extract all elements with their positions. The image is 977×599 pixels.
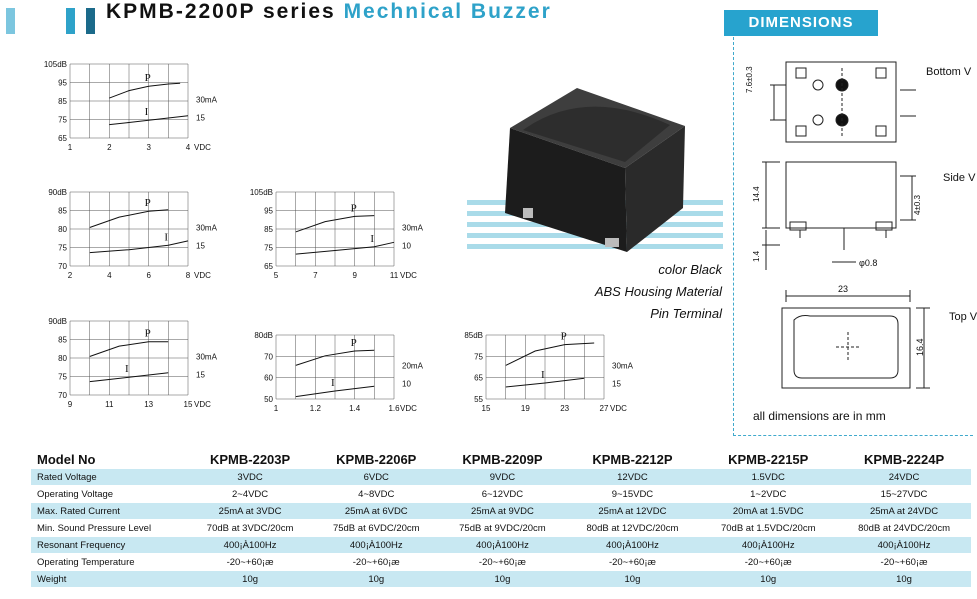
y-tick-label: 90dB (48, 317, 67, 326)
x-tick-label: 9 (352, 271, 357, 280)
y-tick-label: 55 (474, 395, 483, 404)
table-cell: -20~+60¡æ (439, 554, 565, 571)
title-main: KPMB-2200P series (106, 0, 344, 23)
chart-kpmb-2209p (236, 184, 436, 294)
table-cell: 2~4VDC (187, 486, 313, 503)
x-tick-label: 23 (560, 404, 570, 413)
side-view-label: Side V (943, 172, 976, 184)
y-tick-label: 80 (58, 225, 67, 234)
table-row (31, 486, 971, 503)
x-tick-label: 19 (520, 404, 530, 413)
material-housing: ABS Housing Material (594, 284, 722, 299)
series-label-p: P (144, 197, 151, 210)
header-model-no: Model No (37, 451, 96, 467)
right-axis-label: 10 (402, 241, 411, 251)
buzzer-product-image (465, 80, 725, 260)
x-tick-label: 5 (273, 271, 279, 280)
chart-kpmb-2206p (30, 184, 230, 294)
y-tick-label: 75 (58, 372, 67, 382)
y-tick-label: 95 (264, 206, 273, 216)
y-tick-label: 75 (474, 352, 483, 362)
series-label-i: I (125, 363, 129, 376)
x-tick-label: 1 (67, 143, 73, 152)
y-tick-label: 85 (264, 225, 273, 234)
x-unit-label: VDC (194, 271, 211, 280)
x-tick-label: 15 (183, 400, 193, 409)
table-cell: 10g (699, 571, 837, 588)
table-cell: -20~+60¡æ (566, 554, 700, 571)
dimensions-note: all dimensions are in mm (753, 409, 886, 423)
right-axis-label: 20mA (402, 361, 423, 371)
table-cell: -20~+60¡æ (187, 554, 313, 571)
material-color: color Black (658, 262, 722, 277)
table-cell: 25mA at 12VDC (566, 503, 700, 520)
table-cell: 4~8VDC (313, 486, 439, 503)
title-decoration-bar-1 (6, 8, 15, 34)
series-label-i: I (144, 106, 149, 119)
y-tick-label: 60 (264, 373, 273, 383)
page-title (106, 0, 552, 24)
table-cell: 25mA at 24VDC (837, 503, 971, 520)
dim-0-8: φ0.8 (859, 258, 878, 268)
dim-4-0: 4±0.3 (913, 195, 922, 215)
x-tick-label: 7 (313, 271, 318, 280)
table-row (31, 469, 971, 486)
y-tick-label: 85 (58, 97, 67, 106)
table-cell: 25mA at 6VDC (313, 503, 439, 520)
table-cell: -20~+60¡æ (837, 554, 971, 571)
buzzer-body (505, 88, 685, 252)
y-tick-label: 90dB (48, 188, 67, 197)
bottom-view-drawing (770, 62, 916, 142)
row-label: Rated Voltage (31, 469, 187, 486)
y-tick-label: 65 (264, 262, 273, 271)
x-tick-label: 9 (67, 400, 73, 409)
table-cell: 70dB at 3VDC/20cm (187, 520, 313, 537)
y-tick-label: 70 (58, 262, 67, 271)
table-cell: 25mA at 9VDC (439, 503, 565, 520)
table-cell: 10g (187, 571, 313, 588)
x-tick-label: 13 (144, 400, 154, 409)
table-cell: 10g (439, 571, 565, 588)
x-tick-label: 27 (599, 404, 609, 413)
x-unit-label: VDC (610, 404, 627, 413)
x-tick-label: 1.4 (349, 404, 361, 413)
y-tick-label: 105dB (43, 60, 67, 69)
table-row (31, 571, 971, 588)
dim-16-4: 16.4 (915, 338, 925, 356)
table-cell: -20~+60¡æ (699, 554, 837, 571)
x-tick-label: 1.6 (388, 404, 400, 413)
dim-1-4: 1.4 (752, 250, 761, 262)
series-line-i (296, 242, 394, 254)
right-axis-label: 30mA (196, 352, 217, 362)
table-cell: 6VDC (313, 469, 439, 486)
y-tick-label: 105dB (249, 188, 273, 197)
table-cell: 9VDC (439, 469, 565, 486)
table-cell: 3VDC (187, 469, 313, 486)
x-tick-label: 2 (107, 143, 112, 152)
title-decoration-bar-3 (86, 8, 95, 34)
right-axis-label: 15 (612, 379, 621, 389)
table-row (31, 537, 971, 554)
x-tick-label: 11 (105, 400, 114, 409)
x-tick-label: 4 (107, 271, 112, 280)
title-decoration-bar-2 (66, 8, 75, 34)
row-label: Operating Voltage (31, 486, 187, 503)
bottom-view-label: Bottom V (926, 66, 972, 78)
x-tick-label: 1 (273, 404, 279, 413)
table-cell: 10g (566, 571, 700, 588)
series-label-p: P (560, 330, 567, 343)
row-label: Min. Sound Pressure Level (31, 520, 187, 537)
series-label-i: I (370, 232, 375, 245)
table-cell: 12VDC (566, 469, 700, 486)
x-tick-label: 2 (67, 271, 73, 280)
chart-kpmb-2215p (236, 327, 436, 427)
table-cell: 24VDC (837, 469, 971, 486)
x-tick-label: 11 (389, 271, 399, 280)
right-axis-label: 15 (196, 113, 205, 123)
series-label-p: P (350, 202, 357, 215)
dimension-drawings (740, 50, 972, 400)
y-tick-label: 50 (264, 395, 273, 404)
x-tick-label: 3 (146, 143, 151, 152)
row-label: Operating Temperature (31, 554, 187, 571)
table-cell: 25mA at 3VDC (187, 503, 313, 520)
table-cell: -20~+60¡æ (313, 554, 439, 571)
header-kpmb-2206p: KPMB-2206P (336, 451, 417, 467)
chart-kpmb-2212p (30, 313, 230, 423)
row-label: Max. Rated Current (31, 503, 187, 520)
x-unit-label: VDC (400, 271, 417, 280)
table-row (31, 554, 971, 571)
right-axis-label: 30mA (402, 223, 423, 233)
x-tick-label: 6 (146, 271, 151, 280)
side-view-drawing (762, 162, 916, 270)
table-cell: 75dB at 6VDC/20cm (313, 520, 439, 537)
x-tick-label: 15 (481, 404, 491, 413)
dimensions-badge: DIMENSIONS (724, 10, 878, 36)
header-kpmb-2209p: KPMB-2209P (462, 451, 543, 467)
chart-kpmb-2203p (30, 56, 230, 166)
y-tick-label: 75 (58, 115, 67, 125)
y-tick-label: 95 (58, 78, 67, 88)
table-cell: 10g (313, 571, 439, 588)
table-row (31, 520, 971, 537)
table-cell: 400¡À100Hz (187, 537, 313, 554)
table-cell: 400¡À100Hz (699, 537, 837, 554)
series-label-p: P (350, 337, 357, 349)
dim-7-6: 7.6±0.3 (745, 66, 754, 93)
table-cell: 9~15VDC (566, 486, 700, 503)
table-cell: 20mA at 1.5VDC (699, 503, 837, 520)
header-kpmb-2212p: KPMB-2212P (592, 451, 673, 467)
table-cell: 70dB at 1.5VDC/20cm (699, 520, 837, 537)
right-axis-label: 10 (402, 379, 411, 389)
y-tick-label: 70 (264, 352, 273, 362)
right-axis-label: 30mA (612, 361, 633, 371)
y-tick-label: 70 (58, 391, 67, 400)
right-axis-label: 15 (196, 241, 205, 251)
x-unit-label: VDC (194, 400, 211, 409)
dim-23: 23 (838, 284, 849, 294)
x-tick-label: 8 (185, 271, 191, 280)
x-unit-label: VDC (400, 404, 417, 413)
x-tick-label: 1.2 (309, 404, 321, 413)
table-cell: 1~2VDC (699, 486, 837, 503)
y-tick-label: 85 (58, 206, 67, 216)
series-label-i: I (331, 377, 335, 389)
right-axis-label: 30mA (196, 95, 217, 105)
table-cell: 400¡À100Hz (566, 537, 700, 554)
header-kpmb-2203p: KPMB-2203P (209, 451, 291, 467)
y-tick-label: 75 (264, 243, 273, 253)
table-cell: 80dB at 12VDC/20cm (566, 520, 700, 537)
table-cell: 400¡À100Hz (837, 537, 971, 554)
table-cell: 1.5VDC (699, 469, 837, 486)
y-tick-label: 85dB (464, 331, 483, 340)
top-view-drawing (782, 290, 930, 388)
table-cell: 75dB at 9VDC/20cm (439, 520, 565, 537)
spec-table (31, 450, 971, 587)
table-cell: 6~12VDC (439, 486, 565, 503)
series-label-i: I (541, 369, 545, 381)
y-tick-label: 85 (58, 335, 67, 345)
header-kpmb-2224p: KPMB-2224P (863, 451, 945, 467)
table-header-row (31, 450, 971, 469)
chart-kpmb-2224p (446, 327, 646, 427)
series-label-p: P (144, 327, 151, 340)
series-line-p (109, 83, 180, 98)
y-tick-label: 80 (58, 354, 67, 363)
right-axis-label: 30mA (196, 223, 217, 233)
y-tick-label: 80dB (254, 331, 273, 340)
x-tick-label: 4 (185, 143, 191, 152)
table-cell: 10g (837, 571, 971, 588)
title-accent: Mechnical Buzzer (343, 0, 552, 23)
series-label-i: I (164, 231, 169, 244)
table-cell: 400¡À100Hz (439, 537, 565, 554)
table-cell: 15~27VDC (837, 486, 971, 503)
series-line-p (506, 343, 595, 365)
row-label: Weight (31, 571, 187, 588)
x-unit-label: VDC (194, 143, 211, 152)
y-tick-label: 75 (58, 243, 67, 253)
series-line-i (90, 241, 188, 253)
row-label: Resonant Frequency (31, 537, 187, 554)
material-terminal: Pin Terminal (650, 306, 722, 321)
header-kpmb-2215p: KPMB-2215P (728, 451, 809, 467)
table-cell: 400¡À100Hz (313, 537, 439, 554)
table-row (31, 503, 971, 520)
right-axis-label: 15 (196, 370, 205, 380)
dim-14-4: 14.4 (752, 186, 761, 202)
y-tick-label: 65 (58, 134, 67, 143)
table-cell: 80dB at 24VDC/20cm (837, 520, 971, 537)
top-view-label: Top V (949, 311, 977, 323)
series-label-p: P (144, 72, 151, 85)
y-tick-label: 65 (474, 373, 483, 383)
